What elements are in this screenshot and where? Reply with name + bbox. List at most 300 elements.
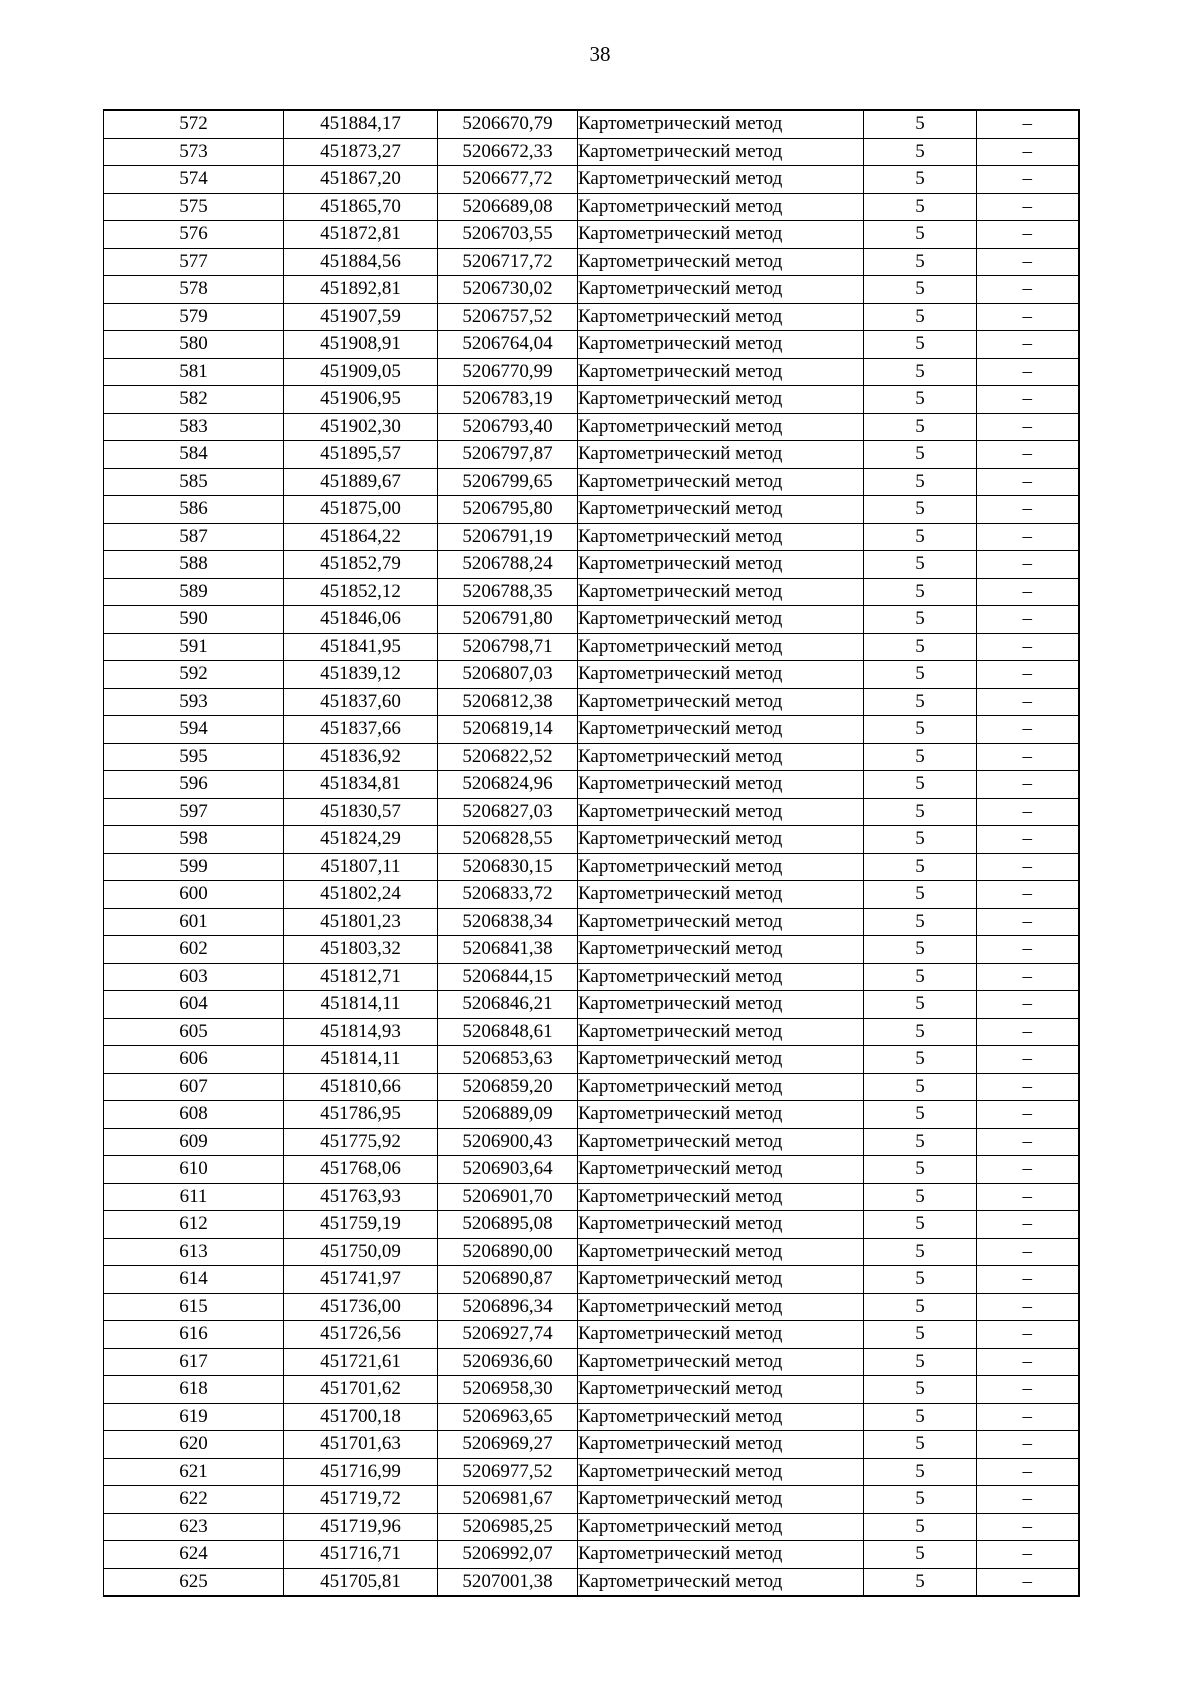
accuracy-cell: 5 — [864, 138, 977, 166]
x-coordinate-cell: 451873,27 — [284, 138, 438, 166]
table-row — [104, 221, 1079, 249]
x-coordinate-cell: 451721,61 — [284, 1348, 438, 1376]
x-coordinate-cell: 451716,99 — [284, 1458, 438, 1486]
table-row — [104, 1403, 1079, 1431]
x-coordinate-cell: 451775,92 — [284, 1128, 438, 1156]
table-row — [104, 1183, 1079, 1211]
table-row — [104, 743, 1079, 771]
y-coordinate-cell: 5206822,52 — [438, 743, 578, 771]
table-row — [104, 1128, 1079, 1156]
point-number-cell: 608 — [104, 1101, 284, 1129]
x-coordinate-cell: 451906,95 — [284, 386, 438, 414]
x-coordinate-cell: 451837,66 — [284, 716, 438, 744]
method-cell: Картометрический метод — [578, 1183, 864, 1211]
y-coordinate-cell: 5206833,72 — [438, 881, 578, 909]
method-cell: Картометрический метод — [578, 468, 864, 496]
method-cell: Картометрический метод — [578, 1128, 864, 1156]
y-coordinate-cell: 5206791,19 — [438, 523, 578, 551]
x-coordinate-cell: 451803,32 — [284, 936, 438, 964]
note-cell: – — [977, 991, 1079, 1019]
y-coordinate-cell: 5206981,67 — [438, 1486, 578, 1514]
x-coordinate-cell: 451719,72 — [284, 1486, 438, 1514]
point-number-cell: 586 — [104, 496, 284, 524]
note-cell: – — [977, 771, 1079, 799]
method-cell: Картометрический метод — [578, 1513, 864, 1541]
x-coordinate-cell: 451909,05 — [284, 358, 438, 386]
x-coordinate-cell: 451814,93 — [284, 1018, 438, 1046]
table-row — [104, 166, 1079, 194]
y-coordinate-cell: 5206788,35 — [438, 578, 578, 606]
accuracy-cell: 5 — [864, 1266, 977, 1294]
table-row — [104, 908, 1079, 936]
accuracy-cell: 5 — [864, 331, 977, 359]
point-number-cell: 585 — [104, 468, 284, 496]
x-coordinate-cell: 451830,57 — [284, 798, 438, 826]
point-number-cell: 588 — [104, 551, 284, 579]
y-coordinate-cell: 5206900,43 — [438, 1128, 578, 1156]
table-row — [104, 110, 1079, 138]
note-cell: – — [977, 963, 1079, 991]
point-number-cell: 625 — [104, 1568, 284, 1596]
y-coordinate-cell: 5206890,00 — [438, 1238, 578, 1266]
point-number-cell: 581 — [104, 358, 284, 386]
method-cell: Картометрический метод — [578, 1211, 864, 1239]
point-number-cell: 604 — [104, 991, 284, 1019]
point-number-cell: 601 — [104, 908, 284, 936]
note-cell: – — [977, 1376, 1079, 1404]
x-coordinate-cell: 451810,66 — [284, 1073, 438, 1101]
table-row — [104, 853, 1079, 881]
point-number-cell: 575 — [104, 193, 284, 221]
table-row — [104, 798, 1079, 826]
table-row — [104, 1541, 1079, 1569]
y-coordinate-cell: 5206795,80 — [438, 496, 578, 524]
method-cell: Картометрический метод — [578, 1348, 864, 1376]
y-coordinate-cell: 5206859,20 — [438, 1073, 578, 1101]
y-coordinate-cell: 5206985,25 — [438, 1513, 578, 1541]
y-coordinate-cell: 5206830,15 — [438, 853, 578, 881]
accuracy-cell: 5 — [864, 1211, 977, 1239]
note-cell: – — [977, 1348, 1079, 1376]
y-coordinate-cell: 5206770,99 — [438, 358, 578, 386]
accuracy-cell: 5 — [864, 1568, 977, 1596]
point-number-cell: 573 — [104, 138, 284, 166]
x-coordinate-cell: 451841,95 — [284, 633, 438, 661]
table-row — [104, 633, 1079, 661]
x-coordinate-cell: 451802,24 — [284, 881, 438, 909]
table-row — [104, 1293, 1079, 1321]
x-coordinate-cell: 451837,60 — [284, 688, 438, 716]
method-cell: Картометрический метод — [578, 1073, 864, 1101]
x-coordinate-cell: 451864,22 — [284, 523, 438, 551]
table-row — [104, 358, 1079, 386]
accuracy-cell: 5 — [864, 1348, 977, 1376]
y-coordinate-cell: 5206797,87 — [438, 441, 578, 469]
x-coordinate-cell: 451726,56 — [284, 1321, 438, 1349]
accuracy-cell: 5 — [864, 1513, 977, 1541]
accuracy-cell: 5 — [864, 743, 977, 771]
accuracy-cell: 5 — [864, 853, 977, 881]
accuracy-cell: 5 — [864, 606, 977, 634]
point-number-cell: 572 — [104, 110, 284, 138]
x-coordinate-cell: 451902,30 — [284, 413, 438, 441]
note-cell: – — [977, 221, 1079, 249]
note-cell: – — [977, 716, 1079, 744]
x-coordinate-cell: 451759,19 — [284, 1211, 438, 1239]
table-row — [104, 881, 1079, 909]
note-cell: – — [977, 1293, 1079, 1321]
table-row — [104, 1458, 1079, 1486]
note-cell: – — [977, 606, 1079, 634]
point-number-cell: 584 — [104, 441, 284, 469]
method-cell: Картометрический метод — [578, 1238, 864, 1266]
note-cell: – — [977, 798, 1079, 826]
table-row — [104, 193, 1079, 221]
method-cell: Картометрический метод — [578, 1403, 864, 1431]
table-row — [104, 963, 1079, 991]
method-cell: Картометрический метод — [578, 276, 864, 304]
method-cell: Картометрический метод — [578, 1431, 864, 1459]
note-cell: – — [977, 138, 1079, 166]
method-cell: Картометрический метод — [578, 358, 864, 386]
method-cell: Картометрический метод — [578, 110, 864, 138]
note-cell: – — [977, 1541, 1079, 1569]
method-cell: Картометрический метод — [578, 1458, 864, 1486]
point-number-cell: 605 — [104, 1018, 284, 1046]
point-number-cell: 577 — [104, 248, 284, 276]
accuracy-cell: 5 — [864, 1101, 977, 1129]
method-cell: Картометрический метод — [578, 496, 864, 524]
x-coordinate-cell: 451763,93 — [284, 1183, 438, 1211]
y-coordinate-cell: 5206958,30 — [438, 1376, 578, 1404]
y-coordinate-cell: 5206890,87 — [438, 1266, 578, 1294]
table-row — [104, 331, 1079, 359]
accuracy-cell: 5 — [864, 413, 977, 441]
accuracy-cell: 5 — [864, 633, 977, 661]
y-coordinate-cell: 5206853,63 — [438, 1046, 578, 1074]
y-coordinate-cell: 5206844,15 — [438, 963, 578, 991]
accuracy-cell: 5 — [864, 1183, 977, 1211]
method-cell: Картометрический метод — [578, 908, 864, 936]
note-cell: – — [977, 826, 1079, 854]
note-cell: – — [977, 1431, 1079, 1459]
table-row — [104, 1266, 1079, 1294]
table-row — [104, 688, 1079, 716]
y-coordinate-cell: 5206819,14 — [438, 716, 578, 744]
note-cell: – — [977, 688, 1079, 716]
y-coordinate-cell: 5206969,27 — [438, 1431, 578, 1459]
accuracy-cell: 5 — [864, 826, 977, 854]
accuracy-cell: 5 — [864, 771, 977, 799]
accuracy-cell: 5 — [864, 1321, 977, 1349]
accuracy-cell: 5 — [864, 248, 977, 276]
accuracy-cell: 5 — [864, 221, 977, 249]
accuracy-cell: 5 — [864, 1541, 977, 1569]
table-row — [104, 1211, 1079, 1239]
point-number-cell: 607 — [104, 1073, 284, 1101]
y-coordinate-cell: 5206689,08 — [438, 193, 578, 221]
note-cell: – — [977, 303, 1079, 331]
point-number-cell: 624 — [104, 1541, 284, 1569]
x-coordinate-cell: 451741,97 — [284, 1266, 438, 1294]
note-cell: – — [977, 578, 1079, 606]
accuracy-cell: 5 — [864, 661, 977, 689]
point-number-cell: 622 — [104, 1486, 284, 1514]
note-cell: – — [977, 193, 1079, 221]
note-cell: – — [977, 633, 1079, 661]
accuracy-cell: 5 — [864, 1376, 977, 1404]
point-number-cell: 617 — [104, 1348, 284, 1376]
note-cell: – — [977, 1073, 1079, 1101]
accuracy-cell: 5 — [864, 276, 977, 304]
accuracy-cell: 5 — [864, 1293, 977, 1321]
accuracy-cell: 5 — [864, 1431, 977, 1459]
point-number-cell: 612 — [104, 1211, 284, 1239]
table-row — [104, 441, 1079, 469]
accuracy-cell: 5 — [864, 1238, 977, 1266]
note-cell: – — [977, 1458, 1079, 1486]
point-number-cell: 596 — [104, 771, 284, 799]
x-coordinate-cell: 451907,59 — [284, 303, 438, 331]
method-cell: Картометрический метод — [578, 881, 864, 909]
method-cell: Картометрический метод — [578, 853, 864, 881]
note-cell: – — [977, 1513, 1079, 1541]
x-coordinate-cell: 451700,18 — [284, 1403, 438, 1431]
y-coordinate-cell: 5206901,70 — [438, 1183, 578, 1211]
point-number-cell: 582 — [104, 386, 284, 414]
table-row — [104, 468, 1079, 496]
y-coordinate-cell: 5206793,40 — [438, 413, 578, 441]
y-coordinate-cell: 5206703,55 — [438, 221, 578, 249]
table-row — [104, 1073, 1079, 1101]
note-cell: – — [977, 853, 1079, 881]
table-row — [104, 138, 1079, 166]
point-number-cell: 593 — [104, 688, 284, 716]
point-number-cell: 606 — [104, 1046, 284, 1074]
point-number-cell: 594 — [104, 716, 284, 744]
point-number-cell: 587 — [104, 523, 284, 551]
method-cell: Картометрический метод — [578, 963, 864, 991]
point-number-cell: 615 — [104, 1293, 284, 1321]
x-coordinate-cell: 451884,17 — [284, 110, 438, 138]
table-row — [104, 1046, 1079, 1074]
y-coordinate-cell: 5206895,08 — [438, 1211, 578, 1239]
note-cell: – — [977, 1403, 1079, 1431]
method-cell: Картометрический метод — [578, 248, 864, 276]
point-number-cell: 611 — [104, 1183, 284, 1211]
x-coordinate-cell: 451852,79 — [284, 551, 438, 579]
page-number: 38 — [589, 42, 611, 66]
table-row — [104, 1568, 1079, 1596]
y-coordinate-cell: 5206672,33 — [438, 138, 578, 166]
method-cell: Картометрический метод — [578, 633, 864, 661]
method-cell: Картометрический метод — [578, 221, 864, 249]
note-cell: – — [977, 441, 1079, 469]
accuracy-cell: 5 — [864, 1046, 977, 1074]
y-coordinate-cell: 5206841,38 — [438, 936, 578, 964]
y-coordinate-cell: 5206799,65 — [438, 468, 578, 496]
y-coordinate-cell: 5206677,72 — [438, 166, 578, 194]
note-cell: – — [977, 276, 1079, 304]
accuracy-cell: 5 — [864, 166, 977, 194]
point-number-cell: 578 — [104, 276, 284, 304]
note-cell: – — [977, 386, 1079, 414]
accuracy-cell: 5 — [864, 1018, 977, 1046]
y-coordinate-cell: 5206812,38 — [438, 688, 578, 716]
accuracy-cell: 5 — [864, 881, 977, 909]
y-coordinate-cell: 5206798,71 — [438, 633, 578, 661]
method-cell: Картометрический метод — [578, 386, 864, 414]
table-row — [104, 551, 1079, 579]
method-cell: Картометрический метод — [578, 743, 864, 771]
x-coordinate-cell: 451846,06 — [284, 606, 438, 634]
method-cell: Картометрический метод — [578, 798, 864, 826]
note-cell: – — [977, 468, 1079, 496]
point-number-cell: 603 — [104, 963, 284, 991]
note-cell: – — [977, 1238, 1079, 1266]
y-coordinate-cell: 5206896,34 — [438, 1293, 578, 1321]
x-coordinate-cell: 451908,91 — [284, 331, 438, 359]
note-cell: – — [977, 358, 1079, 386]
y-coordinate-cell: 5206936,60 — [438, 1348, 578, 1376]
x-coordinate-cell: 451812,71 — [284, 963, 438, 991]
table-row — [104, 1156, 1079, 1184]
point-number-cell: 590 — [104, 606, 284, 634]
table-row — [104, 248, 1079, 276]
note-cell: – — [977, 331, 1079, 359]
x-coordinate-cell: 451807,11 — [284, 853, 438, 881]
note-cell: – — [977, 908, 1079, 936]
method-cell: Картометрический метод — [578, 1376, 864, 1404]
table-row — [104, 496, 1079, 524]
note-cell: – — [977, 413, 1079, 441]
point-number-cell: 576 — [104, 221, 284, 249]
table-row — [104, 386, 1079, 414]
method-cell: Картометрический метод — [578, 303, 864, 331]
accuracy-cell: 5 — [864, 193, 977, 221]
x-coordinate-cell: 451834,81 — [284, 771, 438, 799]
note-cell: – — [977, 496, 1079, 524]
note-cell: – — [977, 1128, 1079, 1156]
x-coordinate-cell: 451872,81 — [284, 221, 438, 249]
x-coordinate-cell: 451892,81 — [284, 276, 438, 304]
method-cell: Картометрический метод — [578, 991, 864, 1019]
point-number-cell: 583 — [104, 413, 284, 441]
note-cell: – — [977, 936, 1079, 964]
point-number-cell: 595 — [104, 743, 284, 771]
method-cell: Картометрический метод — [578, 1101, 864, 1129]
table-row — [104, 413, 1079, 441]
table-row — [104, 1101, 1079, 1129]
note-cell: – — [977, 1266, 1079, 1294]
table-row — [104, 826, 1079, 854]
method-cell: Картометрический метод — [578, 193, 864, 221]
method-cell: Картометрический метод — [578, 138, 864, 166]
point-number-cell: 610 — [104, 1156, 284, 1184]
accuracy-cell: 5 — [864, 688, 977, 716]
note-cell: – — [977, 551, 1079, 579]
table-row — [104, 661, 1079, 689]
x-coordinate-cell: 451889,67 — [284, 468, 438, 496]
note-cell: – — [977, 1321, 1079, 1349]
method-cell: Картометрический метод — [578, 1321, 864, 1349]
y-coordinate-cell: 5206903,64 — [438, 1156, 578, 1184]
accuracy-cell: 5 — [864, 468, 977, 496]
table-row — [104, 1513, 1079, 1541]
method-cell: Картометрический метод — [578, 661, 864, 689]
x-coordinate-cell: 451736,00 — [284, 1293, 438, 1321]
method-cell: Картометрический метод — [578, 1018, 864, 1046]
y-coordinate-cell: 5206828,55 — [438, 826, 578, 854]
accuracy-cell: 5 — [864, 386, 977, 414]
table-row — [104, 606, 1079, 634]
method-cell: Картометрический метод — [578, 551, 864, 579]
point-number-cell: 600 — [104, 881, 284, 909]
accuracy-cell: 5 — [864, 1458, 977, 1486]
x-coordinate-cell: 451852,12 — [284, 578, 438, 606]
accuracy-cell: 5 — [864, 1073, 977, 1101]
method-cell: Картометрический метод — [578, 1266, 864, 1294]
table-row — [104, 991, 1079, 1019]
y-coordinate-cell: 5206927,74 — [438, 1321, 578, 1349]
accuracy-cell: 5 — [864, 798, 977, 826]
note-cell: – — [977, 110, 1079, 138]
note-cell: – — [977, 661, 1079, 689]
y-coordinate-cell: 5206788,24 — [438, 551, 578, 579]
point-number-cell: 620 — [104, 1431, 284, 1459]
x-coordinate-cell: 451875,00 — [284, 496, 438, 524]
table-row — [104, 523, 1079, 551]
x-coordinate-cell: 451701,62 — [284, 1376, 438, 1404]
method-cell: Картометрический метод — [578, 606, 864, 634]
accuracy-cell: 5 — [864, 358, 977, 386]
y-coordinate-cell: 5206807,03 — [438, 661, 578, 689]
note-cell: – — [977, 1156, 1079, 1184]
y-coordinate-cell: 5206730,02 — [438, 276, 578, 304]
point-number-cell: 598 — [104, 826, 284, 854]
method-cell: Картометрический метод — [578, 166, 864, 194]
y-coordinate-cell: 5206889,09 — [438, 1101, 578, 1129]
method-cell: Картометрический метод — [578, 688, 864, 716]
x-coordinate-cell: 451824,29 — [284, 826, 438, 854]
point-number-cell: 580 — [104, 331, 284, 359]
x-coordinate-cell: 451768,06 — [284, 1156, 438, 1184]
accuracy-cell: 5 — [864, 496, 977, 524]
method-cell: Картометрический метод — [578, 331, 864, 359]
point-number-cell: 589 — [104, 578, 284, 606]
x-coordinate-cell: 451786,95 — [284, 1101, 438, 1129]
note-cell: – — [977, 881, 1079, 909]
note-cell: – — [977, 1211, 1079, 1239]
method-cell: Картометрический метод — [578, 1046, 864, 1074]
point-number-cell: 599 — [104, 853, 284, 881]
x-coordinate-cell: 451865,70 — [284, 193, 438, 221]
table-row — [104, 276, 1079, 304]
method-cell: Картометрический метод — [578, 716, 864, 744]
table-row — [104, 1348, 1079, 1376]
y-coordinate-cell: 5206827,03 — [438, 798, 578, 826]
accuracy-cell: 5 — [864, 1403, 977, 1431]
note-cell: – — [977, 1101, 1079, 1129]
accuracy-cell: 5 — [864, 936, 977, 964]
note-cell: – — [977, 1486, 1079, 1514]
note-cell: – — [977, 248, 1079, 276]
x-coordinate-cell: 451895,57 — [284, 441, 438, 469]
accuracy-cell: 5 — [864, 991, 977, 1019]
point-number-cell: 591 — [104, 633, 284, 661]
point-number-cell: 616 — [104, 1321, 284, 1349]
table-row — [104, 716, 1079, 744]
